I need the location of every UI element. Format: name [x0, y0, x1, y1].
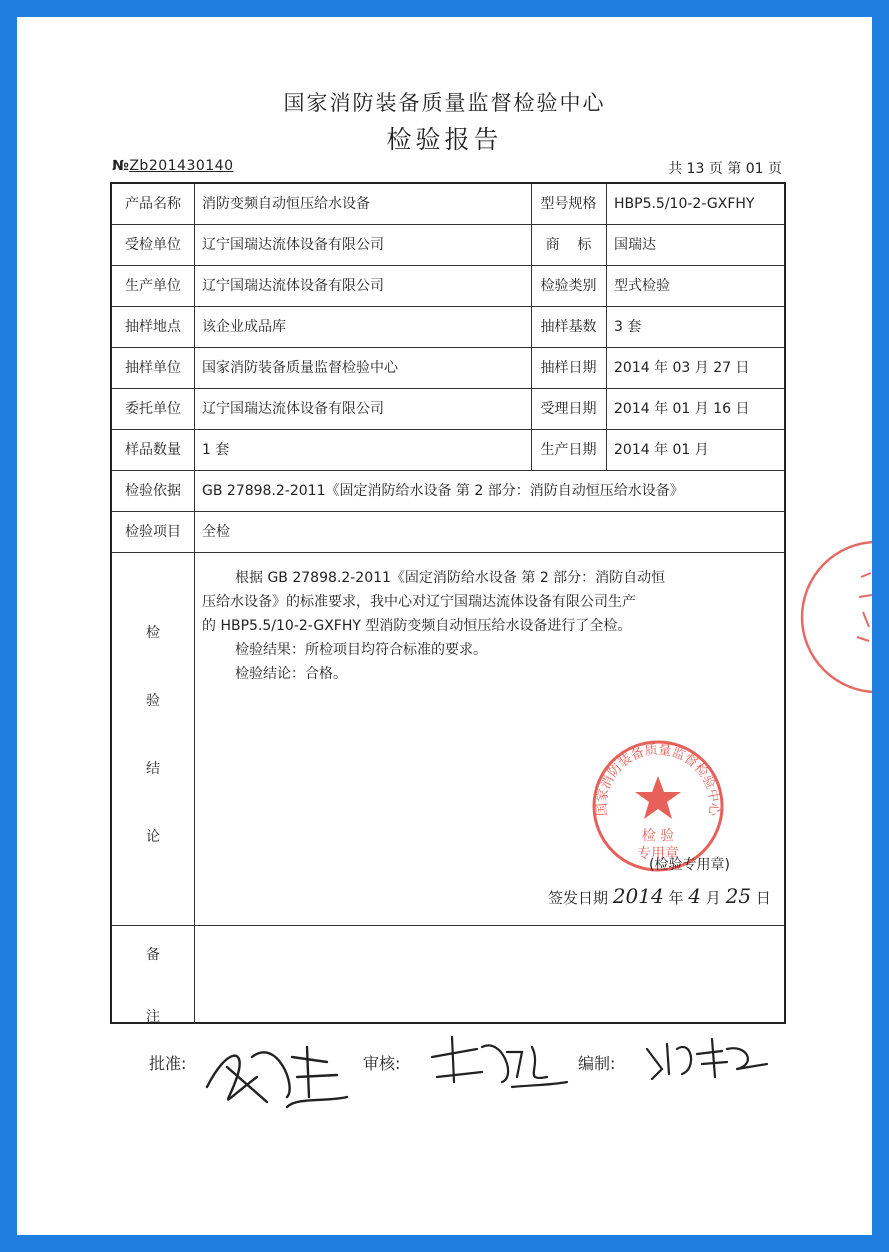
label-sampling-unit: 抽样单位	[125, 360, 181, 376]
value-inspected-unit: 辽宁国瑞达流体设备有限公司	[202, 237, 384, 253]
column-divider	[606, 184, 607, 470]
label-sampling-location: 抽样地点	[125, 319, 181, 335]
cross-page-seal-fragment	[839, 537, 872, 697]
seal-inner-text-1: 检 验	[641, 828, 675, 844]
label-inspection-items: 检验项目	[125, 524, 181, 540]
approve-label: 批准:	[149, 1054, 187, 1073]
label-inspection-basis: 检验依据	[125, 483, 181, 499]
value-sampling-location: 该企业成品库	[202, 319, 286, 335]
conclusion-label-char: 验	[146, 693, 160, 709]
row-divider	[112, 470, 784, 471]
seal-text: 国家消防装备质量监督检验中心	[594, 742, 722, 817]
value-trademark: 国瑞达	[614, 237, 656, 253]
reviewer-signature	[422, 1027, 572, 1097]
conclusion-label-char: 论	[146, 829, 160, 845]
conclusion-line-3: 的 HBP5.5/10-2-GXFHY 型消防变频自动恒压给水设备进行了全检。	[202, 618, 632, 634]
value-sampling-date: 2014 年 03 月 27 日	[614, 360, 750, 376]
conclusion-label-char: 结	[146, 761, 160, 777]
label-sampling-base: 抽样基数	[540, 319, 597, 335]
number-sign: №	[112, 158, 130, 174]
issuing-organization: 国家消防装备质量监督检验中心	[283, 91, 606, 115]
label-sample-quantity: 样品数量	[125, 442, 181, 458]
conclusion-text	[202, 566, 772, 686]
value-acceptance-date: 2014 年 01 月 16 日	[614, 401, 750, 417]
row-divider	[112, 265, 784, 266]
label-acceptance-date: 受理日期	[540, 401, 597, 417]
issue-date	[548, 884, 771, 908]
issue-year-unit: 年	[668, 889, 684, 907]
issue-year: 2014	[612, 884, 664, 908]
report-number	[112, 158, 234, 174]
seal-note: (检验专用章)	[649, 857, 730, 873]
report-table	[110, 182, 786, 1024]
row-divider	[112, 306, 784, 307]
label-manufacturer: 生产单位	[125, 278, 181, 294]
issue-month-unit: 月	[705, 889, 721, 907]
inspection-seal	[588, 736, 728, 876]
row-divider	[112, 511, 784, 512]
compiler-signature	[637, 1029, 777, 1089]
issue-month: 4	[688, 884, 702, 908]
row-divider	[112, 388, 784, 389]
value-model: HBP5.5/10-2-GXFHY	[614, 196, 755, 212]
issue-day: 25	[725, 884, 752, 908]
value-sample-quantity: 1 套	[202, 442, 230, 458]
issue-date-label: 签发日期	[548, 889, 609, 907]
row-divider	[112, 552, 784, 553]
value-inspection-basis: GB 27898.2-2011《固定消防给水设备 第 2 部分：消防自动恒压给水设备》	[202, 483, 684, 499]
conclusion-line-2: 压给水设备》的标准要求，我中心对辽宁国瑞达流体设备有限公司生产	[202, 594, 636, 610]
value-sampling-base: 3 套	[614, 319, 642, 335]
compile-label: 编制:	[578, 1054, 616, 1073]
remarks-label-char: 备	[146, 947, 160, 963]
seal-star-icon	[635, 776, 681, 819]
review-label: 审核:	[363, 1054, 401, 1073]
label-production-date: 生产日期	[540, 442, 597, 458]
label-product-name: 产品名称	[125, 196, 181, 212]
conclusion-line-1: 根据 GB 27898.2-2011《固定消防给水设备 第 2 部分：消防自动恒	[235, 570, 666, 586]
row-divider	[112, 925, 784, 926]
value-inspection-items: 全检	[202, 524, 230, 540]
label-inspection-type: 检验类别	[540, 278, 597, 294]
page-count: 共 13 页 第 01 页	[668, 161, 782, 177]
label-model: 型号规格	[540, 196, 597, 212]
value-product-name: 消防变频自动恒压给水设备	[202, 196, 370, 212]
remarks-label-char: 注	[146, 1009, 160, 1025]
row-divider	[112, 429, 784, 430]
conclusion-label-char: 检	[146, 625, 160, 641]
label-trademark: 商 标	[545, 237, 592, 253]
report-paper	[17, 17, 872, 1235]
value-entrusting-unit: 辽宁国瑞达流体设备有限公司	[202, 401, 384, 417]
value-inspection-type: 型式检验	[614, 278, 670, 294]
column-divider	[194, 184, 195, 1024]
value-manufacturer: 辽宁国瑞达流体设备有限公司	[202, 278, 384, 294]
issue-day-unit: 日	[755, 889, 771, 907]
value-sampling-unit: 国家消防装备质量监督检验中心	[202, 360, 398, 376]
row-divider	[112, 224, 784, 225]
label-sampling-date: 抽样日期	[540, 360, 597, 376]
inspection-verdict: 检验结论：合格。	[235, 666, 347, 682]
inspection-result: 检验结果：所检项目均符合标准的要求。	[235, 642, 487, 658]
report-title: 检验报告	[386, 125, 503, 154]
label-entrusting-unit: 委托单位	[125, 401, 181, 417]
row-divider	[112, 347, 784, 348]
label-inspected-unit: 受检单位	[125, 237, 181, 253]
report-number-value: Zb201430140	[129, 158, 234, 174]
value-production-date: 2014 年 01 月	[614, 442, 709, 458]
seal-inner-text-2: 专用章	[637, 846, 679, 862]
approver-signature	[197, 1027, 357, 1117]
